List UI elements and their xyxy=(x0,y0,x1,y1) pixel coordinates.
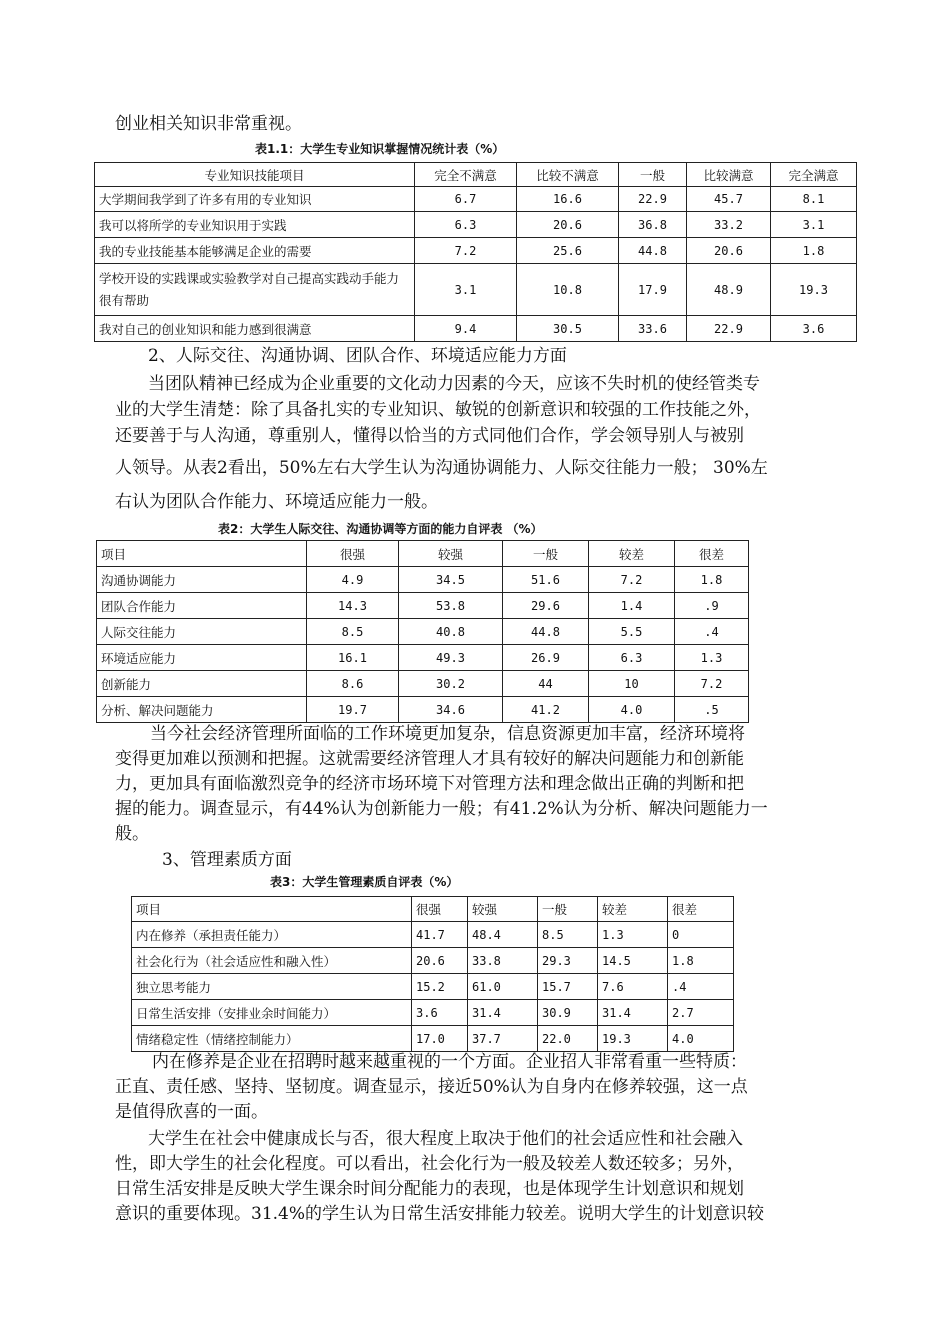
section2-para-line: 当团队精神已经成为企业重要的文化动力因素的今天，应该不失时机的使经管类专 xyxy=(148,374,760,394)
table3-cell: 1.8 xyxy=(668,948,734,974)
table3-item: 独立思考能力 xyxy=(132,974,412,1000)
table2-cell: 7.2 xyxy=(675,671,749,697)
table1-cell: 8.1 xyxy=(771,187,857,212)
table2-cell: 7.2 xyxy=(589,567,675,593)
table1-cell: 7.2 xyxy=(415,238,517,264)
table3-cell: 17.0 xyxy=(412,1026,468,1052)
table3-cell: 4.0 xyxy=(668,1026,734,1052)
table2-cell: 1.4 xyxy=(589,593,675,619)
table-row xyxy=(97,619,749,645)
table3-cell: 37.7 xyxy=(468,1026,538,1052)
table3-cell: 33.8 xyxy=(468,948,538,974)
table3-cell: 14.5 xyxy=(598,948,668,974)
paragraph-line: 握的能力。调查显示，有44%认为创新能力一般；有41.2%认为分析、解决问题能力一 xyxy=(115,799,768,819)
table2-item: 团队合作能力 xyxy=(97,593,307,619)
table2-cell: 49.3 xyxy=(399,645,503,671)
table1-cell: 22.9 xyxy=(687,316,771,342)
table3-cell: 7.6 xyxy=(598,974,668,1000)
table2-cell: .9 xyxy=(675,593,749,619)
table2-cell: 5.5 xyxy=(589,619,675,645)
table2-header: 较强 xyxy=(399,541,503,567)
table1-cell: 6.7 xyxy=(415,187,517,212)
table1-header: 完全不满意 xyxy=(415,163,517,187)
intro-line: 创业相关知识非常重视。 xyxy=(115,114,302,134)
table2-cell: 34.5 xyxy=(399,567,503,593)
table2-cell: .5 xyxy=(675,697,749,723)
table3-header: 很差 xyxy=(668,897,734,922)
table1-cell: 25.6 xyxy=(517,238,619,264)
table-row xyxy=(132,1000,734,1026)
table2-header-row xyxy=(97,541,749,567)
table3-cell: 30.9 xyxy=(538,1000,598,1026)
section2-para-line: 人领导。从表2看出，50%左右大学生认为沟通协调能力、人际交往能力一般； 30%左 xyxy=(115,458,768,478)
table2-header: 一般 xyxy=(503,541,589,567)
table3-cell: 15.2 xyxy=(412,974,468,1000)
table1-item: 我对自己的创业知识和能力感到很满意 xyxy=(95,316,415,342)
table3-cell: 61.0 xyxy=(468,974,538,1000)
table2-cell: 8.5 xyxy=(307,619,399,645)
table2-cell: 8.6 xyxy=(307,671,399,697)
table2-cell: 6.3 xyxy=(589,645,675,671)
table1-cell: 44.8 xyxy=(619,238,687,264)
table1-cell: 36.8 xyxy=(619,212,687,238)
table1-cell: 20.6 xyxy=(687,238,771,264)
table3-cell: 31.4 xyxy=(598,1000,668,1026)
table1-cell: 33.2 xyxy=(687,212,771,238)
table2-cell: 34.6 xyxy=(399,697,503,723)
table2-cell: .4 xyxy=(675,619,749,645)
table1-cell: 20.6 xyxy=(517,212,619,238)
table2-cell: 26.9 xyxy=(503,645,589,671)
table1-header: 一般 xyxy=(619,163,687,187)
table3-cell: 19.3 xyxy=(598,1026,668,1052)
table3-cell: .4 xyxy=(668,974,734,1000)
table2-cell: 4.9 xyxy=(307,567,399,593)
table3-caption: 表3：大学生管理素质自评表（%） xyxy=(270,875,459,889)
table2-header: 较差 xyxy=(589,541,675,567)
table1-cell: 3.1 xyxy=(771,212,857,238)
table1-cell: 16.6 xyxy=(517,187,619,212)
paragraph-line: 变得更加难以预测和把握。这就需要经济管理人才具有较好的解决问题能力和创新能 xyxy=(115,749,744,769)
table2-item: 创新能力 xyxy=(97,671,307,697)
table1-cell: 22.9 xyxy=(619,187,687,212)
table3-cell: 20.6 xyxy=(412,948,468,974)
table1-cell: 33.6 xyxy=(619,316,687,342)
table2-cell: 41.2 xyxy=(503,697,589,723)
table1-caption: 表1.1：大学生专业知识掌握情况统计表（%） xyxy=(255,142,505,156)
table3-cell: 8.5 xyxy=(538,922,598,948)
table1-cell: 10.8 xyxy=(517,264,619,316)
paragraph-line: 正直、责任感、坚持、坚韧度。调查显示，接近50%认为自身内在修养较强，这一点 xyxy=(115,1077,748,1097)
table2-cell: 40.8 xyxy=(399,619,503,645)
table1-item: 我可以将所学的专业知识用于实践 xyxy=(95,212,415,238)
table-row xyxy=(95,316,857,342)
table-row xyxy=(97,567,749,593)
table2 xyxy=(96,540,749,723)
paragraph-line: 般。 xyxy=(115,824,149,844)
table1-header: 比较不满意 xyxy=(517,163,619,187)
table2-caption: 表2：大学生人际交往、沟通协调等方面的能力自评表 （%） xyxy=(218,522,543,536)
table3-item: 情绪稳定性（情绪控制能力） xyxy=(132,1026,412,1052)
section2-para-line: 右认为团队合作能力、环境适应能力一般。 xyxy=(115,492,438,512)
table2-cell: 30.2 xyxy=(399,671,503,697)
table3-header: 较差 xyxy=(598,897,668,922)
table1-header: 比较满意 xyxy=(687,163,771,187)
table-row xyxy=(97,593,749,619)
table1-cell: 48.9 xyxy=(687,264,771,316)
table2-cell: 51.6 xyxy=(503,567,589,593)
section2-heading: 2、人际交往、沟通协调、团队合作、环境适应能力方面 xyxy=(148,346,567,366)
table2-cell: 16.1 xyxy=(307,645,399,671)
paragraph-line: 力，更加具有面临激烈竞争的经济市场环境下对管理方法和理念做出正确的判断和把 xyxy=(115,774,744,794)
paragraph-line: 大学生在社会中健康成长与否，很大程度上取决于他们的社会适应性和社会融入 xyxy=(148,1129,743,1149)
section3-heading: 3、管理素质方面 xyxy=(162,850,292,870)
table3-item: 社会化行为（社会适应性和融入性） xyxy=(132,948,412,974)
table1-header: 完全满意 xyxy=(771,163,857,187)
table3 xyxy=(131,896,734,1052)
table1-cell: 19.3 xyxy=(771,264,857,316)
table3-header: 一般 xyxy=(538,897,598,922)
table2-header: 项目 xyxy=(97,541,307,567)
table2-cell: 44 xyxy=(503,671,589,697)
table-row xyxy=(97,671,749,697)
table2-item: 人际交往能力 xyxy=(97,619,307,645)
table3-item: 日常生活安排（安排业余时间能力） xyxy=(132,1000,412,1026)
table1 xyxy=(94,162,857,342)
table2-cell: 14.3 xyxy=(307,593,399,619)
table-row xyxy=(95,187,857,212)
paragraph-line: 是值得欣喜的一面。 xyxy=(115,1102,268,1122)
table1-cell: 1.8 xyxy=(771,238,857,264)
paragraph-line: 当今社会经济管理所面临的工作环境更加复杂，信息资源更加丰富，经济环境将 xyxy=(150,724,745,744)
table3-cell: 31.4 xyxy=(468,1000,538,1026)
paragraph-line: 日常生活安排是反映大学生课余时间分配能力的表现，也是体现学生计划意识和规划 xyxy=(115,1179,744,1199)
table1-cell: 6.3 xyxy=(415,212,517,238)
table3-cell: 41.7 xyxy=(412,922,468,948)
table-row xyxy=(132,922,734,948)
section2-para-line: 业的大学生清楚：除了具备扎实的专业知识、敏锐的创新意识和较强的工作技能之外， xyxy=(115,400,761,420)
table1-cell: 3.1 xyxy=(415,264,517,316)
table-row xyxy=(132,1026,734,1052)
table-row xyxy=(132,974,734,1000)
table1-item: 学校开设的实践课或实验教学对自己提高实践动手能力很有帮助 xyxy=(95,264,415,316)
table1-header: 专业知识技能项目 xyxy=(95,163,415,187)
table-row xyxy=(95,264,857,316)
table2-header: 很差 xyxy=(675,541,749,567)
table3-item: 内在修养（承担责任能力） xyxy=(132,922,412,948)
table1-header-row xyxy=(95,163,857,187)
table2-cell: 19.7 xyxy=(307,697,399,723)
table1-item: 大学期间我学到了许多有用的专业知识 xyxy=(95,187,415,212)
table3-cell: 48.4 xyxy=(468,922,538,948)
table-row xyxy=(97,697,749,723)
section2-para-line: 还要善于与人沟通，尊重别人，懂得以恰当的方式同他们合作，学会领导别人与被别 xyxy=(115,426,744,446)
table3-cell: 29.3 xyxy=(538,948,598,974)
table2-cell: 44.8 xyxy=(503,619,589,645)
table2-item: 分析、解决问题能力 xyxy=(97,697,307,723)
table1-cell: 45.7 xyxy=(687,187,771,212)
table1-cell: 3.6 xyxy=(771,316,857,342)
table1-cell: 30.5 xyxy=(517,316,619,342)
table-row xyxy=(97,645,749,671)
table-row xyxy=(95,238,857,264)
table2-cell: 1.3 xyxy=(675,645,749,671)
table2-cell: 1.8 xyxy=(675,567,749,593)
table2-cell: 10 xyxy=(589,671,675,697)
table3-header: 很强 xyxy=(412,897,468,922)
table3-header: 较强 xyxy=(468,897,538,922)
table1-cell: 9.4 xyxy=(415,316,517,342)
table3-cell: 1.3 xyxy=(598,922,668,948)
paragraph-line: 意识的重要体现。31.4%的学生认为日常生活安排能力较差。说明大学生的计划意识较 xyxy=(115,1204,765,1224)
table2-item: 沟通协调能力 xyxy=(97,567,307,593)
table3-header: 项目 xyxy=(132,897,412,922)
paragraph-line: 内在修养是企业在招聘时越来越重视的一个方面。企业招人非常看重一些特质： xyxy=(152,1052,747,1072)
table-row xyxy=(132,948,734,974)
table3-cell: 3.6 xyxy=(412,1000,468,1026)
paragraph-line: 性，即大学生的社会化程度。可以看出，社会化行为一般及较差人数还较多；另外， xyxy=(115,1154,744,1174)
table-row xyxy=(95,212,857,238)
table3-cell: 2.7 xyxy=(668,1000,734,1026)
table3-cell: 15.7 xyxy=(538,974,598,1000)
table3-cell: 22.0 xyxy=(538,1026,598,1052)
table2-cell: 4.0 xyxy=(589,697,675,723)
table2-item: 环境适应能力 xyxy=(97,645,307,671)
table2-header: 很强 xyxy=(307,541,399,567)
table3-cell: 0 xyxy=(668,922,734,948)
table3-header-row xyxy=(132,897,734,922)
table2-cell: 29.6 xyxy=(503,593,589,619)
table1-cell: 17.9 xyxy=(619,264,687,316)
table2-cell: 53.8 xyxy=(399,593,503,619)
table1-item: 我的专业技能基本能够满足企业的需要 xyxy=(95,238,415,264)
